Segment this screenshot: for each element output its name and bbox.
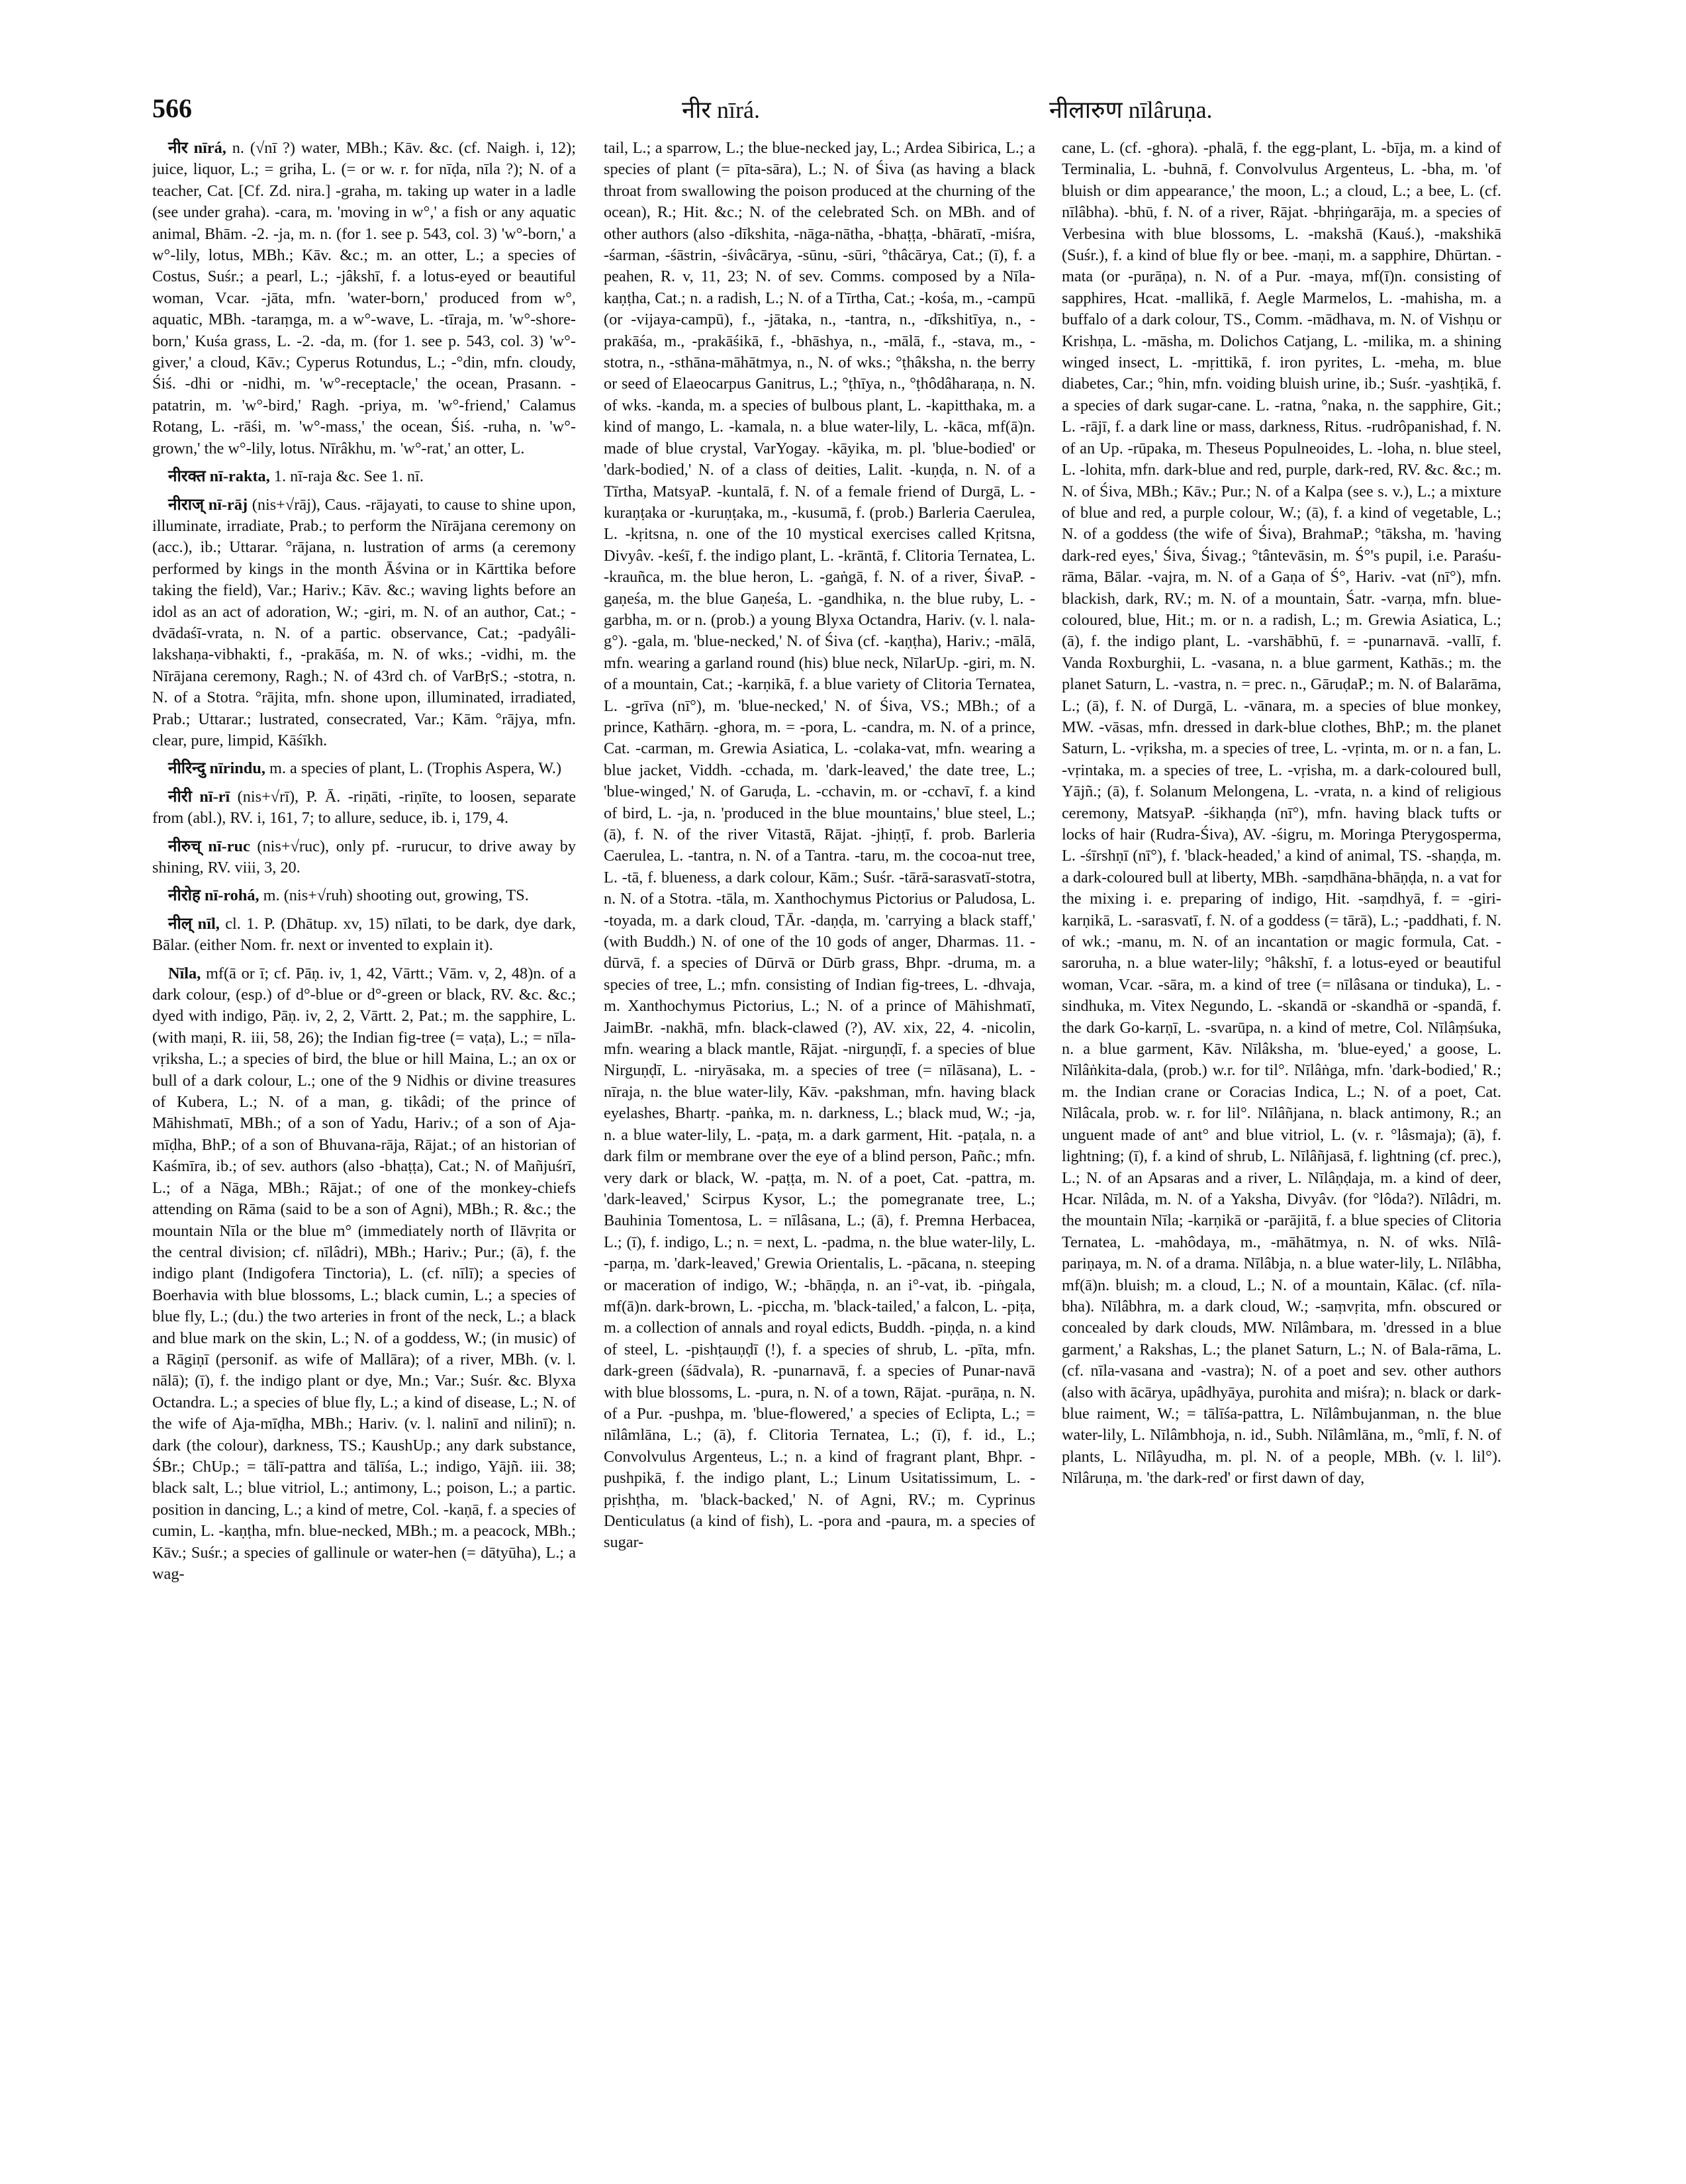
headword: नीरिन्दु nīrindu, [168, 759, 265, 778]
entry-text: m. (nis+√ruh) shooting out, growing, TS. [263, 886, 529, 905]
entry-niraj [152, 495, 576, 752]
entry-nirakta [152, 466, 576, 487]
headword: नीराज् nī-rāj [168, 495, 248, 514]
entry-text: (nis+√rāj), Caus. -rājayati, to cause to shine upon, illuminate, irradiate, Prab.; to perform the Nīrājana ceremony on (acc.), ib.; Uttarar. °rājana, n. lustration of arms (a ceremony performed by kings in the month Āśvina or in Kārttika before taking the field), Var.; Hariv.; Kāv. &c.; waving lights before an idol as an act of adoration, W.; -giri, m. N. of an author, Cat.; -dvādaśī-vrata, n. N. of a partic. observance, Cat.; -padyâli-lakshaṇa-vibhakti, f., -prakāśa, m. N. of wks.; -vidhi, m. the Nīrājana ceremony, Ragh.; N. of 43rd ch. of VarBṛS.; -stotra, n. N. of a Stotra. °rājita, mfn. shone upon, illuminated, irradiated, Prab.; Uttarar.; lustrated, consecrated, Var.; Kām. °rājya, mfn. clear, pure, limpid, Kāśīkh. [152, 495, 576, 749]
entry-text: cane, L. (cf. -ghora). -phalā, f. the egg-plant, L. -bīja, m. a kind of Terminalia, L. -buhnā, f. Convolvulus Argenteus, L. -bha, m. 'of bluish or dim appearance,' the moon, L.; a cloud, L.; a bee, L. (cf. nīlâbha). -bhū, f. N. of a river, Rājat. -bhṛiṅgarāja, m. a species of Verbesina with blue blossoms, L. -makshā (Kauś.), -makshikā (Suśr.), f. a kind of blue fly or bee. -maṇi, m. a sapphire, Dhūrtan. -mata (or -purāṇa), n. N. of a Pur. -maya, mf(ī)n. consisting of sapphires, Hcat. -mallikā, f. Aegle Marmelos, L. -mahisha, m. a buffalo of a dark colour, TS., Comm. -mādhava, m. N. of Vishṇu or Krishṇa, L. -māsha, m. Dolichos Catjang, L. -milika, m. a shining winged insect, L. -mṛittikā, f. iron pyrites, L. -meha, m. blue diabetes, Car.; °hin, mfn. voiding bluish urine, ib.; Suśr. -yashṭikā, f. a species of dark sugar-cane. L. -ratna, °naka, n. the sapphire, Git.; L. -rājī, f. a dark line or mass, darkness, Ritus. -rudrôpanishad, f. N. of an Up. -rūpaka, m. Theseus Populneoides, L. -loha, n. blue steel, L. -lohita, mfn. dark-blue and red, purple, dark-red, RV. &c. &c.; m. N. of Śiva, MBh.; Kāv.; Pur.; N. of a Kalpa (see s. v.), L.; a mixture of blue and red, a purple colour, W.; (ā), f. a kind of vegetable, L.; N. of a goddess (the wife of Śiva), BrahmaP.; °tāksha, m. 'having dark-red eyes,' Śiva, Śivag.; °tântevāsin, m. Ś°'s pupil, i.e. Paraśu-rāma, Bālar. -vajra, m. N. of a Gaṇa of Ś°, Hariv. -vat (nī°), mfn. blackish, dark, RV.; m. N. of a mountain, Śatr. -varṇa, mfn. blue-coloured, blue, Hit.; m. or n. a radish, L.; m. Grewia Asiatica, L.; (ā), f. the indigo plant, L. -varshābhū, f. = -punarnavā. -vallī, f. Vanda Roxburghii, L. -vasana, n. a blue garment, Kathās.; m. the planet Saturn, L. -vastra, n. = prec. n., GāruḍaP.; m. N. of Balarāma, L.; (ā), f. N. of Durgā, L. -vānara, m. a species of blue monkey, MW. -vāsas, mfn. dressed in dark-blue clothes, BhP.; m. the planet Saturn, L. -vṛiksha, m. a species of tree, L. -vṛinta, m. or n. a fan, L. -vṛintaka, m. a species of tree, L. -vṛisha, m. a dark-coloured bull, Yājñ.; (ā), f. Solanum Melongena, L. -vrata, n. a kind of religious ceremony, MatsyaP. -śikhaṇḍa (nī°), mfn. having black tufts or locks of hair (Rudra-Śiva), AV. -śigru, m. Moringa Pterygosperma, L. -śīrshṇī (nī°), f. 'black-headed,' a kind of animal, TS. -shaṇḍa, m. a dark-coloured bull at liberty, MBh. -saṃdhāna-bhāṇḍa, n. a vat for the mixing i. e. preparing of indigo, Hit. -saṃdhyā, f. = -giri-karṇikā, L. -sarasvatī, f. N. of a goddess (= tārā), L.; -paddhati, f. N. of wk.; -manu, m. N. of an incantation or magic formula, Cat. -saroruha, n. a blue water-lily; °hâkshī, f. a lotus-eyed or beautiful woman, Vcar. -sāra, m. a kind of tree (= nīlâsana or tinduka), L. -sindhuka, m. Vitex Negundo, L. -skandā or -skandhā or -spandā, f. the dark Go-karṇī, L. -svarūpa, n. a kind of metre, Col. Nīlâṃśuka, n. a blue garment, Kāv. Nīlâksha, m. 'blue-eyed,' a goose, L. Nīlâṅkita-dala, (prob.) w.r. for til°. Nīlâṅga, mfn. 'dark-bodied,' R.; m. the Indian crane or Coracias Indica, L.; N. of a poet, Cat. Nīlâcala, prob. w. r. for lil°. Nīlâñjana, n. black antimony, R.; an unguent made of ant° and blue vitriol, L. (v. r. °lâsmaja); (ā), f. lightning; (ī), f. a kind of shrub, L. Nīlâñjasā, f. lightning (cf. prec.), L.; N. of an Apsaras and a river, L. Nīlâṇḍaja, m. a kind of deer, Hcar. Nīlâda, m. N. of a Yaksha, Divyâv. (for °lôda?). Nīlâdri, m. the mountain Nīla; -karṇikā or -parājitā, f. a blue species of Clitoria Ternatea, L. -mahôdaya, m., -māhātmya, n. N. of wks. Nīlâ-pariṇaya, m. N. of a drama. Nīlâbja, n. a blue water-lily, L. Nīlâbha, mf(ā)n. bluish; m. a cloud, L.; N. of a mountain, Kālac. (cf. nīla-bha). Nīlâbhra, m. a dark cloud, W.; -saṃvṛita, mfn. obscured or concealed by dark clouds, MW. Nīlâmbara, m. 'dressed in a blue garment,' a Rakshas, L.; the planet Saturn, L.; N. of Bala-rāma, L. (cf. nīla-vasana and -vastra); N. of a poet and sev. other authors (also with ācārya, upâdhyāya, purohita and miśra); n. black or dark-blue raiment, W.; = tālīśa-pattra, L. Nīlâmbujanman, n. the blue water-lily, L. Nīlâmbhoja, n. id., Subh. Nīlâmlāna, m., °mlī, f. N. of plants, L. Nīlâyudha, m. pl. N. of a people, MBh. (v. l. lil°). Nīlâruṇa, m. 'the dark-red' or first dawn of day, [1062, 139, 1501, 1488]
headword: नील् nīl, [168, 914, 220, 933]
left-guide-word: नीर nīrá. [682, 97, 760, 123]
entry-nil [152, 914, 576, 957]
entry-niruc [152, 836, 576, 879]
entry-nirindu [152, 758, 576, 779]
headword: नीरी nī-rī [168, 787, 230, 806]
page-number: 566 [152, 93, 192, 123]
entry-continuation [1062, 138, 1501, 1490]
headword: नीरुच् nī-ruc [168, 837, 250, 855]
headword: नीर nīrá, [168, 139, 226, 157]
entry-continuation [604, 138, 1035, 1554]
headword: नीरक्त nī-rakta, [168, 467, 270, 486]
entry-niri [152, 786, 576, 830]
column-3 [1062, 138, 1501, 2137]
entry-nira [152, 138, 576, 459]
headword: Nīla, [168, 964, 201, 982]
entry-text: n. (√nī ?) water, MBh.; Kāv. &c. (cf. Naigh. i, 12); juice, liquor, L.; = griha, L. (= or w. r. for nīḍa, nīla ?); N. of a teacher, Cat. [Cf. Zd. nira.] -graha, m. taking up water in a ladle (see under graha). -cara, m. 'moving in w°,' a fish or any aquatic animal, Bhām. -2. -ja, m. n. (for 1. see p. 543, col. 3) 'w°-born,' a w°-lily, lotus, MBh.; Kāv. &c.; m. an otter, L.; a species of Costus, Suśr.; a pearl, L.; -jâkshī, f. a lotus-eyed or beautiful woman, Vcar. -jāta, mfn. 'water-born,' produced from w°, aquatic, MBh. -taraṃga, m. a w°-wave, L. -tīraja, m. 'w°-shore-born,' Kuśa grass, L. -2. -da, m. (for 1. see p. 543, col. 3) 'w°-giver,' a cloud, Kāv.; Cyperus Rotundus, L.; -°din, mfn. cloudy, Śiś. -dhi or -nidhi, m. 'w°-receptacle,' the ocean, Prasann. -patatrin, m. 'w°-bird,' Ragh. -priya, m. 'w°-friend,' Calamus Rotang, L. -rāśi, m. 'w°-mass,' the ocean, Śiś. -ruha, n. 'w°-grown,' the w°-lily, lotus. Nīrâkhu, m. 'w°-rat,' an otter, L. [152, 139, 576, 457]
entry-text: mf(ā or ī; cf. Pāṇ. iv, 1, 42, Vārtt.; Vām. v, 2, 48)n. of a dark colour, (esp.) of d°-blue or d°-green or black, RV. &c. &c.; dyed with indigo, Pāṇ. iv, 2, 2, Vārtt. 2, Pat.; m. the sapphire, L. (with maṇi, R. iii, 58, 26); the Indian fig-tree (= vaṭa), L.; = nīla-vṛiksha, L.; a species of bird, the blue or hill Maina, L.; an ox or bull of a dark colour, L.; one of the 9 Nidhis or divine treasures of Kubera, L.; N. of a man, g. tikâdi; of the prince of Māhishmatī, MBh.; of a son of Yadu, Hariv.; of a son of Aja-mīḍha, BhP.; of a son of Bhuvana-rāja, Rājat.; of an historian of Kaśmīra, ib.; of sev. authors (also -bhaṭṭa), Cat.; N. of Mañjuśrī, L.; of a Nāga, MBh.; Rājat.; of one of the monkey-chiefs attending on Rāma (said to be a son of Agni), MBh.; R. &c.; the mountain Nīla or the blue m° (immediately north of Ilāvṛita or the central division; cf. nīlâdri), MBh.; Hariv.; Pur.; (ā), f. the indigo plant (Indigofera Tinctoria), L. (cf. nīlī); a species of Boerhavia with blue blossoms, L.; black cumin, L.; a species of blue fly, L.; (du.) the two arteries in front of the neck, L.; a black and blue mark on the skin, L.; N. of a goddess, W.; (in music) of a Rāgiṇī (personif. as wife of Mallāra); of a river, MBh. (v. l. nālā); (ī), f. the indigo plant or dye, Mn.; Var.; Suśr. &c. Blyxa Octandra. L.; a species of blue fly, L.; a kind of disease, L.; N. of the wife of Aja-mīḍha, MBh.; Hariv. (v. l. nalinī and nilinī); n. dark (the colour), darkness, TS.; KaushUp.; any dark substance, ŚBr.; ChUp.; = tālī-pattra and tālīśa, L.; indigo, Yājñ. iii. 38; black salt, L.; blue vitriol, L.; antimony, L.; poison, L.; a partic. position in dancing, L.; a kind of metre, Col. -kaṇā, f. a species of cumin, L. -kaṇṭha, mfn. blue-necked, MBh.; m. a peacock, MBh.; Kāv.; Suśr.; a species of gallinule or water-hen (= dātyūha), L.; a wag- [152, 964, 576, 1583]
page-header [152, 93, 1503, 132]
column-1 [152, 138, 576, 2137]
headword: नीरोह nī-rohá, [168, 886, 259, 905]
entry-text: tail, L.; a sparrow, L.; the blue-necked jay, L.; Ardea Sibirica, L.; a species of plant (= pīta-sāra), L.; N. of Śiva (as having a black throat from swallowing the poison produced at the churning of the ocean), R.; Hit. &c.; N. of the celebrated Sch. on MBh. and of other authors (also -dīkshita, -nāga-nātha, -bhaṭṭa, -bhāratī, -miśra, -śarman, -śāstrin, -śivâcārya, -sūnu, -sūri, °thâcārya, Cat.; (ī), f. a peahen, R. v, 11, 23; N. of sev. Comms. composed by a Nīla-kaṇṭha, Cat.; n. a radish, L.; N. of a Tīrtha, Cat.; -kośa, m., -campū (or -vijaya-campū), f., -jātaka, n., -tantra, n., -dīkshitīya, n., -prakāśa, m., -prakāśikā, f., -bhāshya, n., -mālā, f., -stava, m., -stotra, n., -sthāna-māhātmya, n., N. of wks.; °ṭhâksha, n. the berry or seed of Elaeocarpus Ganitrus, L.; °ṭhīya, n., °ṭhôdâharaṇa, n. N. of wks. -kanda, m. a species of bulbous plant, L. -kapitthaka, m. a kind of mango, L. -kamala, n. a blue water-lily, L. -kāca, mf(ā)n. made of blue crystal, VarYogay. -kāyika, m. pl. 'blue-bodied' or 'dark-bodied,' N. of a class of deities, Lalit. -kuṇḍa, n. N. of a Tīrtha, MatsyaP. -kuntalā, f. N. of a female friend of Durgā, L. -kuraṇṭaka or -kuruṇṭaka, m., -kusumā, f. (prob.) Barleria Caerulea, L. -kṛitsna, n. one of the 10 mystical exercises called Kṛitsna, Divyâv. -keśī, f. the indigo plant, L. -krāntā, f. Clitoria Ternatea, L. -krauñca, m. the blue heron, L. -gaṅgā, f. N. of a river, ŚivaP. -gaṇeśa, m. the blue Gaṇeśa, L. -gandhika, n. the blue ruby, L. -garbha, m. or n. (prob.) a young Blyxa Octandra, Hariv. (v. l. nala-g°). -gala, m. 'blue-necked,' N. of Śiva (cf. -kaṇṭha), Hariv.; -mālā, mfn. wearing a garland round (his) blue neck, NīlarUp. -giri, m. N. of a mountain, Cat.; -karṇikā, f. a blue variety of Clitoria Ternatea, L. -grīva (nī°), m. 'blue-necked,' N. of Śiva, VS.; MBh.; of a prince, Kathārṇ. -ghora, m. = -pora, L. -candra, m. N. of a prince, Cat. -carman, m. Grewia Asiatica, L. -colaka-vat, mfn. wearing a blue jacket, Viddh. -cchada, m. 'dark-leaved,' the date tree, L.; 'blue-winged,' N. of Garuḍa, L. -cchavin, m. or -cchavī, f. a kind of bird, L. -ja, n. 'produced in the blue mountains,' blue steel, L.; (ā), f. N. of the river Vitastā, Rājat. -jhiṇṭī, f. prob. Barleria Caerulea, L. -tantra, n. N. of a Tantra. -taru, m. the cocoa-nut tree, L. -tā, f. blueness, a dark colour, Kām.; Suśr. -tārā-sarasvatī-stotra, n. N. of a Stotra. -tāla, m. Xanthochymus Pictorius or Paludosa, L. -toyada, m. a dark cloud, TĀr. -daṇḍa, m. 'carrying a black staff,' (with Buddh.) N. of one of the 10 gods of anger, Dharmas. 11. -dūrvā, f. a species of Dūrvā or Dūrb grass, Bhpr. -druma, m. a species of tree, L.; mfn. consisting of Indian fig-trees, L. -dhvaja, m. Xanthochymus Pictorius, L.; N. of a prince of Māhishmatī, JaimBr. -nakhā, mfn. black-clawed (?), AV. xix, 22, 4. -nicolin, mfn. wearing a black mantle, Rājat. -nirguṇḍī, f. a species of blue Nirguṇḍī, L. -niryāsaka, m. a species of tree (= nīlāsana), L. -nīraja, n. the blue water-lily, Kāv. -pakshman, mfn. having black eyelashes, Bhartṛ. -paṅka, m. n. darkness, L.; black mud, W.; -ja, n. a blue water-lily, L. -paṭa, m. a dark garment, Hit. -paṭala, n. a dark film or membrane over the eye of a blind person, Pañc.; mfn. very dark or black, W. -paṭṭa, m. N. of a poet, Cat. -pattra, m. 'dark-leaved,' Scirpus Kysor, L.; the pomegranate tree, L.; Bauhinia Tomentosa, L. = nīlâsana, L.; (ā), f. Premna Herbacea, L.; (ī), f. indigo, L.; n. = next, L. -padma, n. the blue water-lily, L. -parṇa, m. 'dark-leaved,' Grewia Orientalis, L. -pācana, n. steeping or maceration of indigo, W.; -bhāṇḍa, n. an i°-vat, ib. -piṅgala, mf(ā)n. dark-brown, L. -piccha, m. 'black-tailed,' a falcon, L. -piṭa, m. a collection of annals and royal edicts, Buddh. -piṇḍa, n. a kind of steel, L. -pishṭauṇḍī (!), f. a species of shrub, L. -pīta, mfn. dark-green (śādvala), R. -punarnavā, f. a species of Punar-navā with blue blossoms, L. -pura, n. N. of a town, Rājat. -purāṇa, n. N. of a Pur. -pushpa, m. 'blue-flowered,' a species of Eclipta, L.; = nīlâmlāna, L.; (ā), f. Clitoria Ternatea, L.; (ī), f. id., L.; Convolvulus Argenteus, L.; n. a kind of fragrant plant, Bhpr. -pushpikā, f. the indigo plant, L.; Linum Usitatissimum, L. -pṛishṭha, m. 'black-backed,' N. of Agni, RV.; m. Cyprinus Denticulatus (a kind of fish), L. -pora and -paura, m. a species of sugar- [604, 139, 1035, 1552]
right-guide-word: नीलारुण nīlâruṇa. [1049, 97, 1213, 123]
entry-niroha [152, 885, 576, 906]
entry-text: (nis+√ruc), only pf. -rurucur, to drive away by shining, RV. viii, 3, 20. [152, 837, 576, 877]
entry-text: cl. 1. P. (Dhātup. xv, 15) nīlati, to be dark, dye dark, Bālar. (either Nom. fr. next or invented to explain it). [152, 914, 576, 955]
entry-nila [152, 963, 576, 1586]
entry-text: (nis+√rī), P. Ā. -riṇāti, -riṇīte, to loosen, separate from (abl.), RV. i, 161, 7; to allure, seduce, ib. i, 179, 4. [152, 787, 576, 828]
column-2 [604, 138, 1035, 2137]
entry-text: 1. nī-raja &c. See 1. nī. [273, 467, 424, 486]
entry-text: m. a species of plant, L. (Trophis Aspera, W.) [269, 759, 562, 778]
